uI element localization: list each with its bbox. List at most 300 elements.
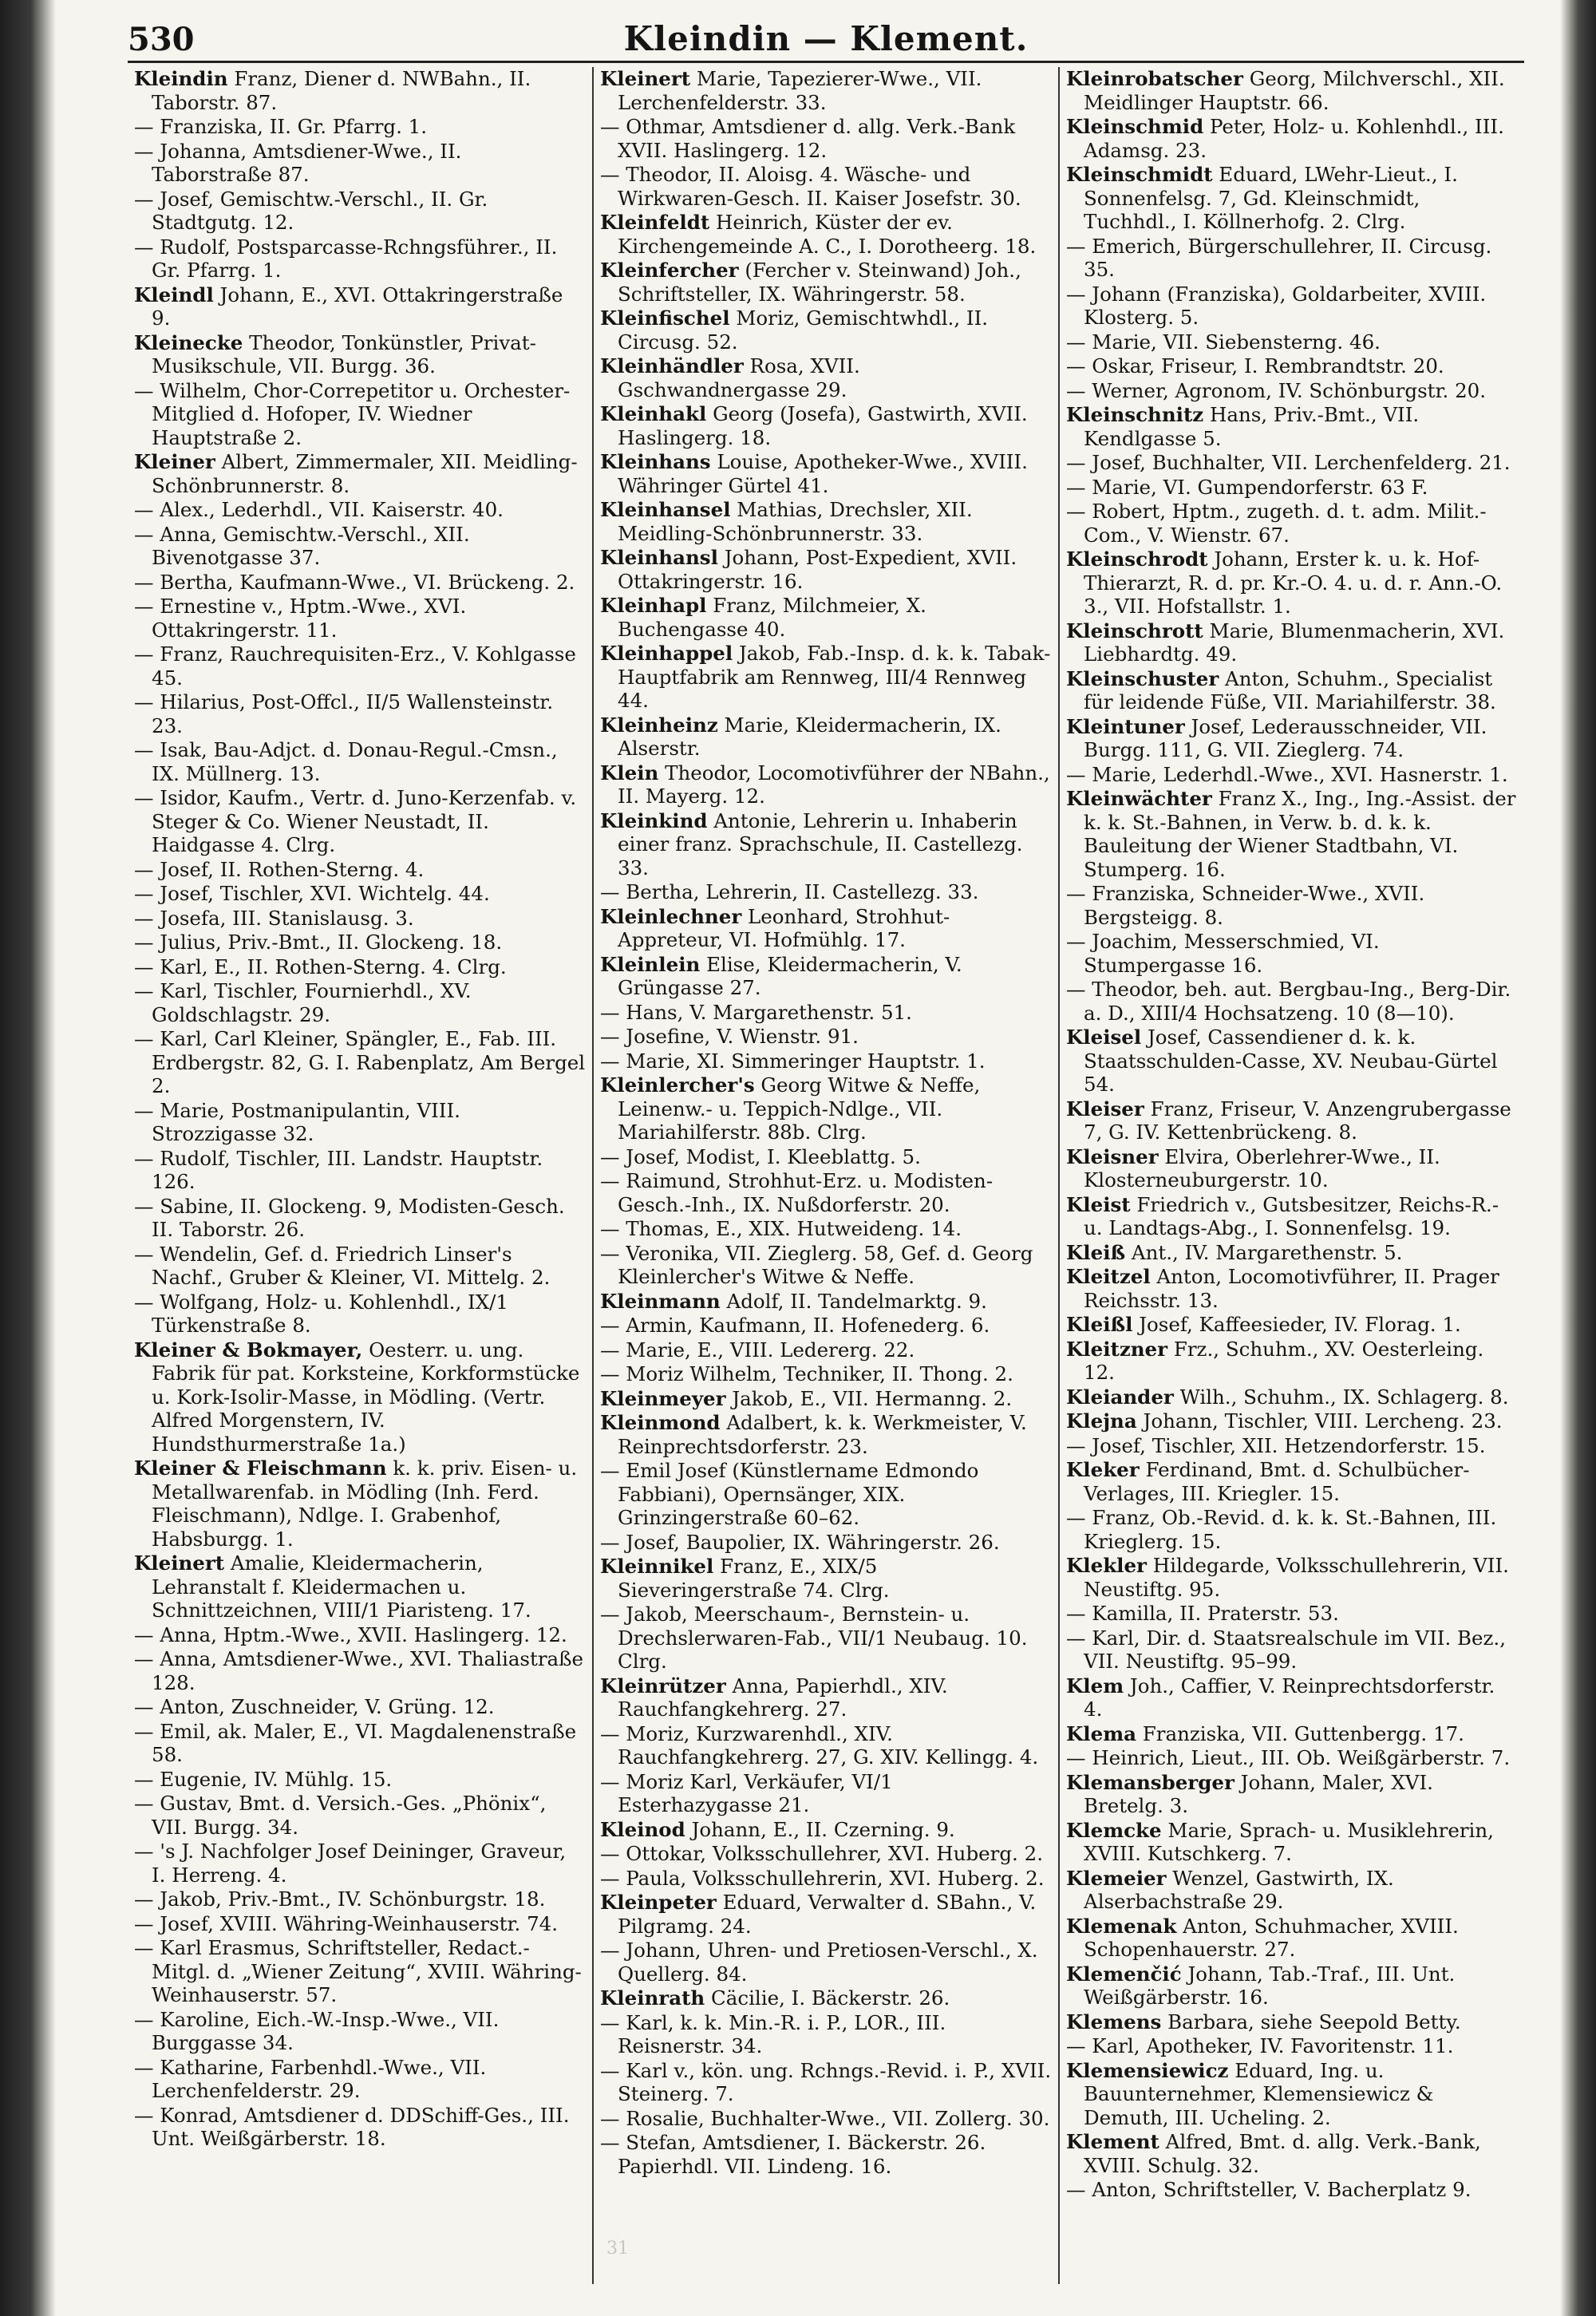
entry-surname: Kleiner & Fleischmann [134, 1456, 387, 1480]
entry-surname: Kleitzel [1066, 1265, 1151, 1288]
directory-entry [134, 140, 586, 187]
entry-text: — Karl, Dir. d. Staatsrealschule im VII. Bez., VII. Neustiftg. 95–99. [1066, 1626, 1507, 1673]
entry-text: — Kamilla, II. Praterstr. 53. [1066, 1602, 1339, 1625]
directory-entry [134, 1290, 586, 1338]
entry-text: Josef, Cassendiener d. k. k. Staatsschulden-Casse, XV. Neubau-Gürtel 54. [1084, 1026, 1498, 1096]
column-left [128, 67, 592, 2284]
entry-text: Georg Witwe & Neffe, Leinenw.- u. Teppich-Ndlge., VII. Mariahilferstr. 88b. Clrg. [618, 1073, 981, 1144]
directory-entry [600, 1555, 1052, 1602]
page-number: 530 [128, 21, 195, 58]
entry-text: — Moriz Wilhelm, Techniker, II. Thong. 2. [600, 1362, 1013, 1385]
entry-text: Mathias, Drechsler, XII. Meidling-Schönbrunnerstr. 33. [618, 498, 973, 545]
directory-entry [600, 1025, 1052, 1049]
entry-text: — Anna, Amtsdiener-Wwe., XVI. Thaliastraße 128. [134, 1647, 584, 1694]
entry-text: — Josefine, V. Wienstr. 91. [600, 1025, 859, 1048]
directory-entry [134, 1456, 586, 1551]
directory-entry [1066, 1915, 1518, 1962]
directory-entry [600, 953, 1052, 1000]
entry-text: — Karl, k. k. Min.-R. i. P., LOR., III. Reisnerstr. 34. [600, 2010, 946, 2057]
directory-entry [600, 1314, 1052, 1338]
entry-text: Theodor, Locomotivführer der NBahn., II. Mayerg. 12. [618, 761, 1050, 808]
directory-entry [134, 2056, 586, 2103]
entry-text: Georg (Josefa), Gastwirth, XVII. Haslingerg. 18. [618, 402, 1028, 449]
directory-entry [600, 1891, 1052, 1938]
directory-entry [1066, 1338, 1518, 1385]
entry-text: — Josef, Tischler, XII. Hetzendorferstr. 15. [1066, 1433, 1486, 1457]
entry-text: — Ottokar, Volksschullehrer, XVI. Huberg. 2. [600, 1842, 1043, 1865]
entry-text: — Wendelin, Gef. d. Friedrich Linser's Nachf., Gruber & Kleiner, VI. Mittelg. 2. [134, 1242, 551, 1289]
entry-surname: Kleinod [600, 1817, 685, 1841]
entry-surname: Klemensiewicz [1066, 2058, 1229, 2082]
entry-text: Anton, Schuhm., Specialist für leidende Füße, VII. Mariahilferstr. 38. [1084, 666, 1496, 713]
directory-entry [134, 1768, 586, 1792]
entry-text: Theodor, Tonkünstler, Privat-Musikschule, VII. Burgg. 36. [152, 330, 536, 377]
directory-entry [600, 2131, 1052, 2178]
directory-entry [1066, 1265, 1518, 1312]
directory-entry [1066, 2178, 1518, 2202]
directory-entry [134, 2104, 586, 2151]
directory-entry [1066, 715, 1518, 762]
directory-entry [134, 498, 586, 522]
directory-entry [134, 283, 586, 330]
directory-entry [600, 1411, 1052, 1458]
entry-text: — Katharine, Farbenhdl.-Wwe., VII. Lerchenfelderstr. 29. [134, 2055, 487, 2102]
entry-surname: Kleinmond [600, 1411, 721, 1434]
directory-entry [1066, 1145, 1518, 1192]
directory-entry [600, 1603, 1052, 1674]
entry-text: — Isidor, Kaufm., Vertr. d. Juno-Kerzenfab. v. Steger & Co. Wiener Neustadt, II. Haidgasse 4. Clrg. [134, 786, 577, 856]
header-rule [128, 61, 1524, 63]
entry-columns [128, 67, 1524, 2284]
directory-entry [600, 1459, 1052, 1530]
directory-entry [600, 211, 1052, 258]
directory-entry [1066, 882, 1518, 929]
directory-entry [1066, 1193, 1518, 1240]
directory-entry [600, 809, 1052, 880]
entry-text: — Marie, E., VIII. Ledererg. 22. [600, 1338, 915, 1362]
entry-text: Adolf, II. Tandelmarktg. 9. [720, 1289, 987, 1313]
directory-entry [1066, 2130, 1518, 2177]
directory-entry [1066, 1409, 1518, 1433]
entry-text: Josef, Lederausschneider, VII. Burgg. 111, G. VII. Zieglerg. 74. [1084, 714, 1487, 761]
entry-text: Rosa, XVII. Gschwandnergasse 29. [618, 354, 860, 401]
directory-entry [134, 1099, 586, 1146]
directory-entry [600, 1986, 1052, 2010]
entry-surname: Klemcke [1066, 1818, 1162, 1842]
entry-text: — Johann (Franziska), Goldarbeiter, XVIII. Klosterg. 5. [1066, 282, 1487, 329]
directory-entry [1066, 163, 1518, 234]
entry-text: Georg, Milchverschl., XII. Meidlinger Hauptstr. 66. [1084, 67, 1505, 114]
entry-text: — Marie, VII. Siebensterng. 46. [1066, 330, 1381, 354]
entry-text: Eduard, Verwalter d. SBahn., V. Pilgramg. 24. [618, 1891, 1037, 1938]
directory-entry [134, 1840, 586, 1887]
entry-surname: Kleinfeldt [600, 211, 710, 234]
entry-text: — Marie, XI. Simmeringer Hauptstr. 1. [600, 1049, 986, 1073]
entry-text: — Karl, E., II. Rothen-Sterng. 4. Clrg. [134, 954, 507, 978]
entry-surname: Kleinpeter [600, 1891, 717, 1914]
entry-text: — Jakob, Priv.-Bmt., IV. Schönburgstr. 18. [134, 1887, 546, 1911]
entry-text: Eduard, Ing. u. Bauunternehmer, Klemensiewicz & Demuth, III. Ucheling. 2. [1084, 2058, 1434, 2129]
directory-entry [1066, 1626, 1518, 1674]
entry-text: Antonie, Lehrerin u. Inhaberin einer franz. Sprachschule, II. Castellezg. 33. [618, 808, 1023, 879]
directory-entry [1066, 930, 1518, 977]
directory-entry [600, 306, 1052, 354]
entry-surname: Klemenčić [1066, 1962, 1182, 1986]
directory-entry [600, 1290, 1052, 1314]
entry-text: — Anton, Zuschneider, V. Grüng. 12. [134, 1695, 495, 1718]
entry-text: — Josefa, III. Stanislausg. 3. [134, 906, 414, 930]
directory-entry [600, 905, 1052, 952]
directory-entry [1066, 619, 1518, 666]
directory-entry [600, 1001, 1052, 1025]
directory-entry [134, 331, 586, 378]
directory-entry [134, 379, 586, 450]
entry-text: — Franz, Ob.-Revid. d. k. k. St.-Bahnen, III. Krieglerg. 15. [1066, 1506, 1497, 1553]
entry-text: — Othmar, Amtsdiener d. allg. Verk.-Bank XVII. Haslingerg. 12. [600, 115, 1016, 162]
entry-text: — Franziska, Schneider-Wwe., XVII. Bergsteigg. 8. [1066, 882, 1425, 929]
entry-text: Johann, Tischler, VIII. Lercheng. 23. [1136, 1409, 1503, 1433]
entry-text: Marie, Blumenmacherin, XVI. Liebhardtg. 49. [1084, 619, 1505, 666]
entry-surname: Klemenak [1066, 1914, 1177, 1938]
directory-entry [134, 1551, 586, 1622]
entry-text: — Josef, Modist, I. Kleeblattg. 5. [600, 1144, 921, 1168]
scan-edge-right [1560, 0, 1596, 2316]
entry-text: — Josef, Baupolier, IX. Währingerstr. 26. [600, 1530, 1000, 1554]
entry-surname: Kleinheinz [600, 713, 718, 737]
directory-entry [1066, 67, 1518, 114]
directory-entry [600, 67, 1052, 114]
entry-text: — Hans, V. Margarethenstr. 51. [600, 1000, 912, 1024]
column-right [1058, 67, 1524, 2284]
entry-text: — Veronika, VII. Zieglerg. 58, Gef. d. Georg Kleinlercher's Witwe & Neffe. [600, 1241, 1033, 1288]
entry-text: Anton, Schuhmacher, XVIII. Schopenhauerstr. 27. [1084, 1914, 1459, 1961]
entry-text: — Emil Josef (Künstlername Edmondo Fabbiani), Opernsänger, XIX. Grinzingerstraße 60–62. [600, 1459, 979, 1529]
entry-text: Albert, Zimmermaler, XII. Meidling-Schönbrunnerstr. 8. [152, 450, 578, 497]
entry-text: — Jakob, Meerschaum-, Bernstein- u. Drechslerwaren-Fab., VII/1 Neubaug. 10. Clrg. [600, 1603, 1028, 1673]
directory-entry [1066, 1819, 1518, 1866]
entry-text: Marie, Sprach- u. Musiklehrerin, XVIII. Kutschkerg. 7. [1084, 1818, 1494, 1865]
entry-text: — Stefan, Amtsdiener, I. Bäckerstr. 26. Papierhdl. VII. Lindeng. 16. [600, 2131, 986, 2178]
entry-text: k. k. priv. Eisen- u. Metallwarenfab. in Mödling (Inh. Ferd. Fleischmann), Ndlge. I. Grabenhof, Habsburgg. 1. [152, 1456, 578, 1551]
entry-text: — Josef, Tischler, XVI. Wichtelg. 44. [134, 882, 490, 905]
directory-entry [1066, 1313, 1518, 1337]
directory-entry [1066, 2059, 1518, 2130]
entry-surname: Kleinfischel [600, 306, 730, 330]
entry-text: — Raimund, Strohhut-Erz. u. Modisten-Gesch.-Inh., IX. Nußdorferstr. 20. [600, 1169, 994, 1216]
entry-surname: Klemens [1066, 2010, 1162, 2033]
entry-text: — Emil, ak. Maler, E., VI. Magdalenenstraße 58. [134, 1719, 577, 1766]
directory-entry [600, 2011, 1052, 2058]
entry-text: Marie, Kleidermacherin, IX. Alserstr. [618, 713, 1001, 760]
entry-text: — Bertha, Kaufmann-Wwe., VI. Brückeng. 2. [134, 570, 575, 594]
entry-text: Wilh., Schuhm., IX. Schlagerg. 8. [1173, 1385, 1509, 1409]
directory-entry [600, 761, 1052, 808]
entry-surname: Kleinhändler [600, 354, 744, 377]
entry-text: — Eugenie, IV. Mühlg. 15. [134, 1767, 393, 1791]
entry-text: — 's J. Nachfolger Josef Deininger, Graveur, I. Herreng. 4. [134, 1840, 567, 1887]
entry-text: — Armin, Kaufmann, II. Hofenederg. 6. [600, 1314, 990, 1337]
entry-text: — Konrad, Amtsdiener d. DDSchiff-Ges., III. Unt. Weißgärberstr. 18. [134, 2103, 570, 2150]
entry-text: Cäcilie, I. Bäckerstr. 26. [705, 1986, 950, 2010]
entry-text: — Moriz Karl, Verkäufer, VI/1 Esterhazygasse 21. [600, 1769, 893, 1816]
directory-entry [1066, 978, 1518, 1025]
entry-surname: Kleker [1066, 1458, 1140, 1481]
directory-entry [600, 1818, 1052, 1842]
entry-text: Josef, Kaffeesieder, IV. Florag. 1. [1132, 1313, 1461, 1336]
entry-text: Eduard, LWehr-Lieut., I. Sonnenfelsg. 7, Gd. Kleinschmidt, Tuchhdl., I. Köllnerhofg. 2. Clrg. [1084, 163, 1458, 233]
entry-text: Amalie, Kleidermacherin, Lehranstalt f. Kleidermachen u. Schnittzeichnen, VIII/1 Piaristeng. 17. [152, 1551, 531, 1622]
directory-entry [134, 882, 586, 906]
entry-text: Louise, Apotheker-Wwe., XVIII. Währinger Gürtel 41. [618, 450, 1028, 497]
entry-text: — Marie, Postmanipulantin, VIII. Strozzigasse 32. [134, 1098, 460, 1145]
directory-entry [1066, 1026, 1518, 1097]
entry-text: — Emerich, Bürgerschullehrer, II. Circusg. 35. [1066, 234, 1492, 281]
entry-text: Leonhard, Strohhut-Appreteur, VI. Hofmühlg. 17. [618, 904, 950, 951]
entry-surname: Kleinmann [600, 1289, 721, 1313]
directory-entry [600, 1770, 1052, 1817]
entry-text: — Isak, Bau-Adjct. d. Donau-Regul.-Cmsn., IX. Müllnerg. 13. [134, 738, 558, 785]
column-middle [592, 67, 1058, 2284]
directory-entry [600, 1242, 1052, 1289]
directory-entry [600, 1387, 1052, 1411]
running-head: Kleindin — Klement. [623, 19, 1029, 58]
entry-text: Franz, Milchmeier, X. Buchengasse 40. [618, 594, 926, 641]
directory-entry [134, 1623, 586, 1647]
entry-text: — Josef, XVIII. Währing-Weinhauserstr. 74. [134, 1911, 559, 1935]
entry-text: — Marie, Lederhdl.-Wwe., XVI. Hasnerstr. 1. [1066, 762, 1508, 786]
entry-surname: Kleißl [1066, 1313, 1133, 1336]
entry-surname: Kleinwächter [1066, 787, 1212, 810]
directory-entry [1066, 787, 1518, 881]
entry-surname: Klein [600, 761, 659, 785]
directory-entry [600, 1169, 1052, 1216]
directory-entry [1066, 1241, 1518, 1265]
entry-text: Elise, Kleidermacherin, V. Grüngasse 27. [618, 952, 962, 999]
entry-surname: Klekler [1066, 1554, 1147, 1577]
entry-text: — Theodor, beh. aut. Bergbau-Ing., Berg-Dir. a. D., XIII/4 Hochsatzeng. 10 (8—10). [1066, 978, 1511, 1025]
entry-text: Jakob, Fab.-Insp. d. k. k. Tabak-Hauptfabrik am Rennweg, III/4 Rennweg 44. [618, 642, 1051, 712]
entry-text: Ant., IV. Margarethenstr. 5. [1125, 1240, 1403, 1264]
directory-entry [1066, 1867, 1518, 1914]
directory-entry [600, 1867, 1052, 1891]
entry-text: — Oskar, Friseur, I. Rembrandtstr. 20. [1066, 354, 1444, 377]
entry-text: — Rudolf, Tischler, III. Landstr. Hauptstr. 126. [134, 1146, 543, 1193]
directory-entry [600, 1073, 1052, 1144]
entry-text: — Johann, Uhren- und Pretiosen-Verschl., X. Quellerg. 84. [600, 1939, 1038, 1986]
entry-surname: Kleinrützer [600, 1674, 726, 1697]
entry-text: — Wilhelm, Chor-Correpetitor u. Orchester-Mitglied d. Hofoper, IV. Wiedner Hauptstraße 2. [134, 378, 571, 449]
directory-entry [600, 354, 1052, 401]
faint-page-mark: 31 [606, 2239, 629, 2259]
directory-entry [134, 188, 586, 235]
directory-entry [1066, 1962, 1518, 2010]
directory-entry [134, 1912, 586, 1936]
scan-edge-left [0, 0, 56, 2316]
entry-text: — Sabine, II. Glockeng. 9, Modisten-Gesch. II. Taborstr. 26. [134, 1194, 565, 1241]
entry-text: — Heinrich, Lieut., III. Ob. Weißgärberstr. 7. [1066, 1746, 1511, 1769]
directory-entry [600, 546, 1052, 593]
entry-text: — Josef, Buchhalter, VII. Lerchenfelderg. 21. [1066, 451, 1511, 474]
directory-entry [134, 67, 586, 114]
directory-entry [134, 595, 586, 642]
directory-entry [600, 1145, 1052, 1169]
entry-text: — Marie, VI. Gumpendorferstr. 63 F. [1066, 475, 1428, 499]
directory-entry [600, 1531, 1052, 1555]
directory-entry [1066, 1385, 1518, 1409]
entry-text: Franz X., Ing., Ing.-Assist. der k. k. St.-Bahnen, in Verw. b. d. k. k. Bauleitung der Wiener Stadtbahn, VI. Stumperg. 16. [1084, 787, 1516, 881]
entry-text: Moriz, Gemischtwhdl., II. Circusg. 52. [618, 306, 989, 354]
entry-text: — Paula, Volksschullehrerin, XVI. Huberg. 2. [600, 1866, 1045, 1890]
entry-text: Franz, E., XIX/5 Sieveringerstraße 74. Clrg. [618, 1555, 890, 1602]
entry-surname: Kleinlein [600, 952, 701, 976]
entry-text: Frz., Schuhm., XV. Oesterleing. 12. [1084, 1337, 1484, 1384]
directory-entry [134, 1936, 586, 2007]
directory-entry [600, 450, 1052, 497]
entry-text: — Karl, Tischler, Fournierhdl., XV. Goldschlagstr. 29. [134, 979, 472, 1026]
entry-text: Franziska, VII. Guttenbergg. 17. [1136, 1721, 1464, 1745]
directory-entry [600, 2107, 1052, 2131]
directory-entry [1066, 1602, 1518, 1626]
entry-text: — Franz, Rauchrequisiten-Erz., V. Kohlgasse 45. [134, 642, 576, 690]
entry-text: Elvira, Oberlehrer-Wwe., II. Klosterneuburgerstr. 10. [1084, 1144, 1440, 1192]
entry-text: Heinrich, Küster der ev. Kirchengemeinde A. C., I. Dorotheerg. 18. [618, 211, 1037, 258]
directory-entry [600, 642, 1052, 713]
entry-text: — Robert, Hptm., zugeth. d. t. adm. Milit.-Com., V. Wienstr. 67. [1066, 500, 1487, 547]
directory-entry [1066, 403, 1518, 450]
entry-surname: Kleinrath [600, 1986, 705, 2010]
entry-text: — Karl Erasmus, Schriftsteller, Redact.-Mitgl. d. „Wiener Zeitung“, XVIII. Währing-Weinhauserstr. 57. [134, 1936, 582, 2006]
entry-surname: Klemansberger [1066, 1770, 1235, 1794]
directory-entry [134, 858, 586, 882]
directory-entry [600, 1722, 1052, 1769]
entry-text: Barbara, siehe Seepold Betty. [1161, 2010, 1461, 2033]
entry-surname: Klema [1066, 1721, 1136, 1745]
entry-text: Alfred, Bmt. d. allg. Verk.-Bank, XVIII. Schulg. 32. [1084, 2130, 1481, 2177]
entry-text: — Josef, II. Rothen-Sterng. 4. [134, 857, 425, 881]
directory-entry [1066, 1097, 1518, 1144]
entry-text: Johann, Maler, XVI. Bretelg. 3. [1084, 1770, 1433, 1817]
directory-entry [134, 1792, 586, 1839]
entry-surname: Kleindin [134, 67, 228, 90]
directory-entry [1066, 115, 1518, 162]
directory-entry [134, 1243, 586, 1290]
directory-entry [134, 571, 586, 595]
directory-entry [134, 523, 586, 570]
directory-entry [600, 880, 1052, 904]
entry-text: Franz, Diener d. NWBahn., II. Taborstr. 87. [152, 67, 531, 114]
directory-entry [134, 931, 586, 954]
directory-entry [1066, 1746, 1518, 1770]
directory-entry [134, 1647, 586, 1694]
directory-entry [1066, 354, 1518, 378]
directory-entry [600, 1362, 1052, 1386]
directory-entry [1066, 235, 1518, 282]
directory-entry [134, 690, 586, 737]
entry-text: — Moriz, Kurzwarenhdl., XIV. Rauchfangkehrerg. 27, G. XIV. Kellingg. 4. [600, 1721, 1039, 1769]
entry-text: Hans, Priv.-Bmt., VII. Kendlgasse 5. [1084, 403, 1420, 450]
entry-surname: Kleinhapl [600, 594, 707, 617]
directory-entry [134, 1195, 586, 1242]
entry-surname: Kleinschmid [1066, 115, 1204, 138]
entry-text: — Joachim, Messerschmied, VI. Stumpergasse 16. [1066, 930, 1380, 977]
directory-entry [134, 1147, 586, 1194]
entry-surname: Kleiß [1066, 1240, 1126, 1264]
directory-entry [600, 713, 1052, 761]
entry-text: — Josef, Gemischtw.-Verschl., II. Gr. Stadtgutg. 12. [134, 187, 488, 234]
directory-entry [1066, 1554, 1518, 1601]
entry-text: — Karl, Carl Kleiner, Spängler, E., Fab. III. Erdbergstr. 82, G. I. Rabenplatz, Am Bergel 2. [134, 1027, 586, 1097]
directory-entry [600, 1939, 1052, 1986]
directory-entry [1066, 330, 1518, 354]
directory-entry [600, 498, 1052, 545]
entry-text: Ferdinand, Bmt. d. Schulbücher-Verlages, III. Kriegler. 15. [1084, 1458, 1470, 1505]
entry-surname: Klejna [1066, 1409, 1137, 1433]
entry-text: — Anton, Schriftsteller, V. Bacherplatz 9. [1066, 2178, 1472, 2201]
entry-text: (Fercher v. Steinwand) Joh., Schriftsteller, IX. Währingerstr. 58. [618, 259, 1021, 306]
entry-text: Johann, E., II. Czerning. 9. [685, 1817, 955, 1841]
entry-surname: Kleinert [134, 1551, 225, 1575]
entry-text: Peter, Holz- u. Kohlenhdl., III. Adamsg. 23. [1084, 115, 1504, 162]
entry-text: — Karl v., kön. ung. Rchngs.-Revid. i. P., XVII. Steinerg. 7. [600, 2058, 1052, 2105]
entry-text: Johann, Post-Expedient, XVII. Ottakringerstr. 16. [618, 546, 1017, 593]
directory-entry [134, 1695, 586, 1719]
directory-entry [600, 2059, 1052, 2106]
entry-surname: Klem [1066, 1674, 1124, 1697]
directory-entry [600, 259, 1052, 306]
directory-entry [1066, 1434, 1518, 1458]
entry-surname: Kleiser [1066, 1097, 1144, 1120]
entry-surname: Kleinert [600, 67, 691, 90]
directory-entry [1066, 379, 1518, 403]
entry-surname: Kleisel [1066, 1026, 1142, 1049]
entry-surname: Kleinschmidt [1066, 163, 1213, 186]
entry-surname: Kleinschrott [1066, 619, 1203, 642]
entry-text: Friedrich v., Gutsbesitzer, Reichs-R.- u. Landtags-Abg., I. Sonnenfelsg. 19. [1084, 1192, 1499, 1239]
entry-text: Anton, Locomotivführer, II. Prager Reichsstr. 13. [1084, 1265, 1499, 1312]
directory-entry [134, 1027, 586, 1098]
directory-entry [134, 1338, 586, 1456]
entry-text: Adalbert, k. k. Werkmeister, V. Reinprechtsdorferstr. 23. [618, 1411, 1027, 1458]
entry-text: — Wolfgang, Holz- u. Kohlenhdl., IX/1 Türkenstraße 8. [134, 1290, 508, 1337]
directory-entry [134, 1887, 586, 1911]
entry-text: Hildegarde, Volksschullehrerin, VII. Neustiftg. 95. [1084, 1554, 1509, 1601]
entry-text: Johann, E., XVI. Ottakringerstraße 9. [152, 283, 563, 330]
directory-entry [1066, 2010, 1518, 2034]
directory-entry [1066, 547, 1518, 619]
directory-entry [134, 115, 586, 139]
entry-surname: Kleinschnitz [1066, 403, 1204, 426]
directory-entry [1066, 451, 1518, 475]
entry-text: — Anna, Hptm.-Wwe., XVII. Haslingerg. 12. [134, 1622, 567, 1646]
entry-surname: Kleintuner [1066, 714, 1185, 738]
entry-text: — Anna, Gemischtw.-Verschl., XII. Bivenotgasse 37. [134, 522, 470, 569]
directory-entry [134, 979, 586, 1026]
directory-entry [134, 1720, 586, 1767]
directory-entry [134, 955, 586, 979]
entry-surname: Klement [1066, 2130, 1159, 2153]
entry-surname: Kleiander [1066, 1385, 1174, 1409]
entry-text: — Franziska, II. Gr. Pfarrg. 1. [134, 115, 428, 138]
entry-text: Jakob, E., VII. Hermanng. 2. [725, 1386, 1013, 1410]
entry-surname: Kleinrobatscher [1066, 67, 1243, 90]
directory-entry [134, 235, 586, 283]
entry-text: Oesterr. u. ung. Fabrik für pat. Korksteine, Korkformstücke u. Kork-Isolir-Masse, in Mödling. (Vertr. Alfred Morgenstern, IV. Hundsthurmerstraße 1a.) [152, 1338, 580, 1456]
entry-surname: Kleinschrodt [1066, 547, 1208, 571]
directory-entry [1066, 1458, 1518, 1505]
entry-text: — Theodor, II. Aloisg. 4. Wäsche- und Wirkwaren-Gesch. II. Kaiser Josefstr. 30. [600, 163, 1021, 210]
directory-entry [1066, 1506, 1518, 1553]
directory-entry [1066, 283, 1518, 330]
